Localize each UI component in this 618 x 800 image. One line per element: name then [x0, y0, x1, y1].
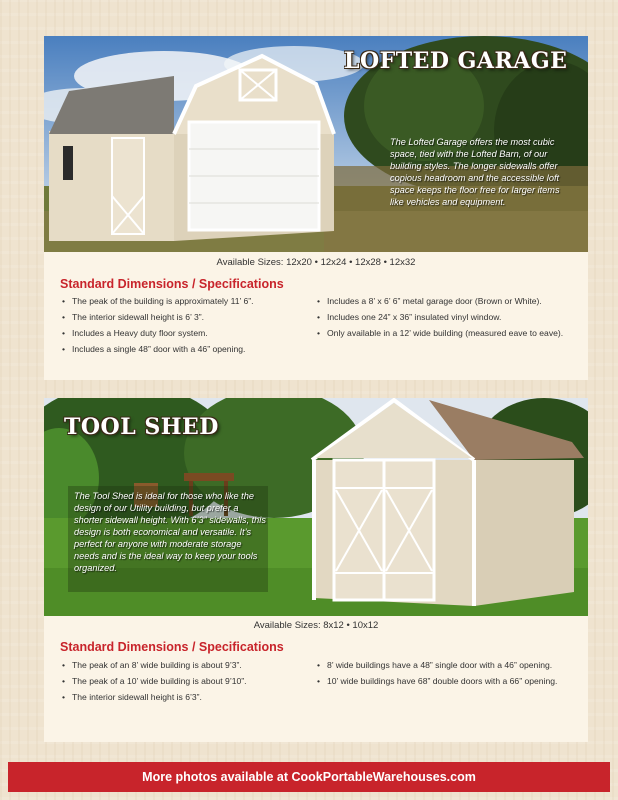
lofted-garage-available-sizes: Available Sizes: 12x20 • 12x24 • 12x28 • 12x32: [216, 257, 416, 268]
footer-banner: More photos available at CookPortableWarehouses.com: [8, 762, 610, 792]
lofted-garage-specs-left: [62, 296, 302, 360]
list-item: • Includes a 8’ x 6’ 6” metal garage door (Brown or White).: [317, 296, 572, 307]
tool-shed-specs-left: [62, 660, 302, 708]
tool-shed-specs-right: [317, 660, 572, 692]
list-item: • 10’ wide buildings have 68” double doors with a 66” opening.: [317, 676, 572, 687]
lofted-garage-spec-heading: Standard Dimensions / Specifications: [60, 277, 284, 291]
lofted-garage-title: LOFTED GARAGE: [344, 48, 568, 74]
tool-shed-spec-heading: Standard Dimensions / Specifications: [60, 640, 284, 654]
list-item: • The peak of an 8’ wide building is about 9’3”.: [62, 660, 302, 671]
list-item: • Only available in a 12’ wide building (measured eave to eave).: [317, 328, 572, 339]
tool-shed-card: [44, 398, 588, 742]
tool-shed-description: The Tool Shed is ideal for those who like the design of our Utility building, but prefer a shorter sidewall height. With 6’3” sidewalls, this design is both economical and versatile. It’s perfect for anyone with moderate storage needs and is the ideal way to keep your tools organized.: [74, 491, 266, 573]
lofted-garage-specs-right: [317, 296, 572, 344]
tool-shed-available-sizes: Available Sizes: 8x12 • 10x12: [253, 620, 379, 631]
list-item: • The interior sidewall height is 6’ 3”.: [62, 312, 302, 323]
list-item: • The peak of the building is approximately 11’ 6”.: [62, 296, 302, 307]
list-item: • Includes a Heavy duty floor system.: [62, 328, 302, 339]
list-item: • Includes a single 48” door with a 46” opening.: [62, 344, 302, 355]
list-item: • The interior sidewall height is 6’3”.: [62, 692, 302, 703]
lofted-garage-description: The Lofted Garage offers the most cubic space, tied with the Lofted Barn, of our building styles. The longer sidewalls offer copious headroom and the accessible loft space keeps the floor free for larger items like vehicles and equipment.: [390, 137, 560, 207]
tool-shed-title: TOOL SHED: [64, 414, 219, 440]
list-item: • Includes one 24” x 36” insulated vinyl window.: [317, 312, 572, 323]
list-item: • The peak of a 10’ wide building is about 9’10”.: [62, 676, 302, 687]
lofted-garage-card: [44, 36, 588, 380]
list-item: • 8’ wide buildings have a 48” single door with a 46” opening.: [317, 660, 572, 671]
